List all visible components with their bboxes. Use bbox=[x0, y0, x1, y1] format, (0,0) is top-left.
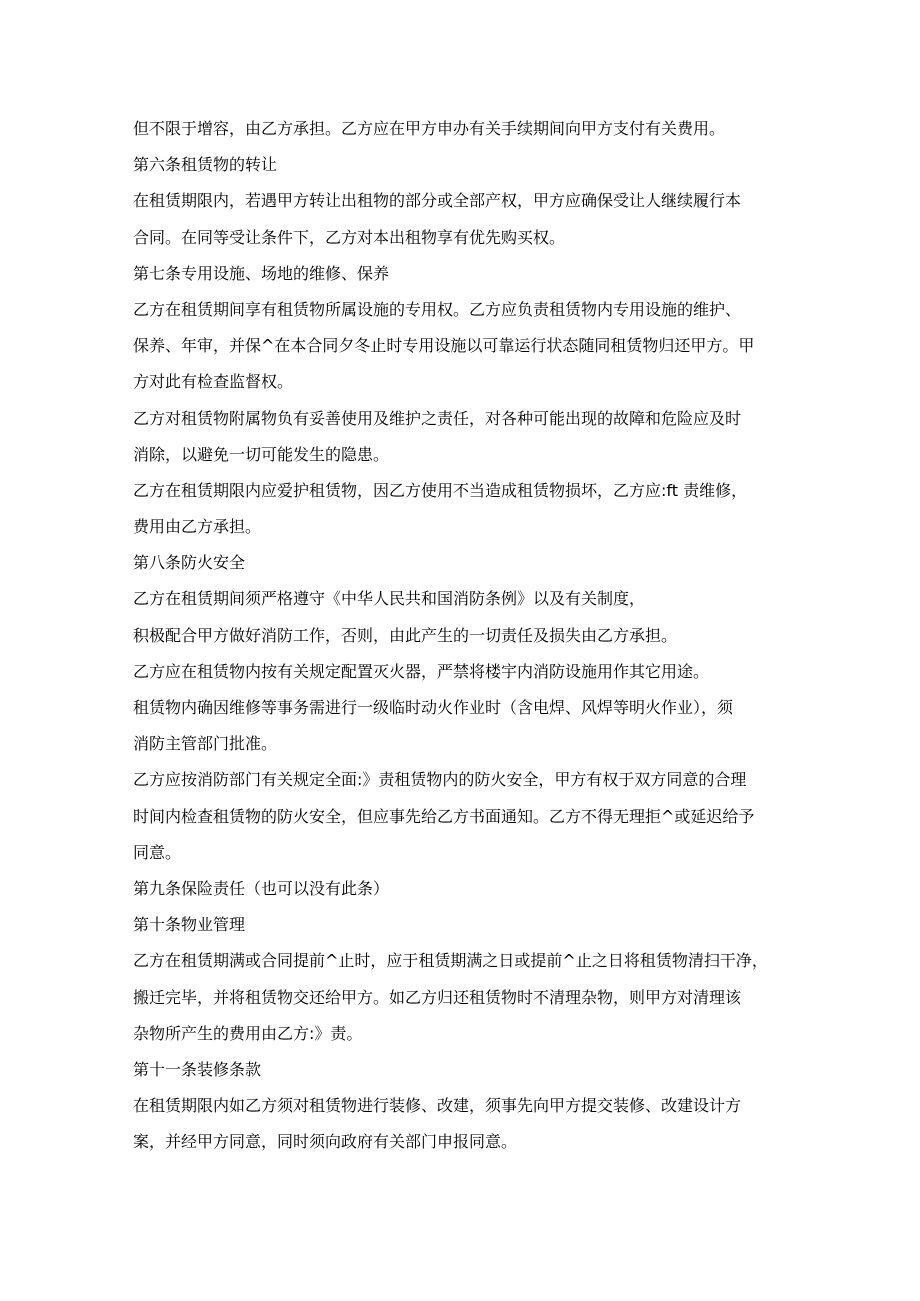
paragraph-line: 搬迁完毕，并将租赁物交还给甲方。如乙方归还租赁物时不清理杂物，则甲方对清理该 bbox=[133, 987, 742, 1007]
paragraph-line: 乙方对租赁物附属物负有妥善使用及维护之责任，对各种可能出现的故障和危险应及时 bbox=[133, 408, 742, 428]
paragraph-line: 乙方在租赁期间享有租赁物所属设施的专用权。乙方应负责租赁物内专用设施的维护、 bbox=[133, 299, 742, 319]
paragraph-line: 乙方应按消防部门有关规定全面:》责租赁物内的防火安全，甲方有权于双方同意的合理 bbox=[133, 770, 747, 790]
paragraph-line: 消除，以避免一切可能发生的隐患。 bbox=[133, 444, 390, 464]
paragraph-line: 方对此有检查监督权。 bbox=[133, 372, 294, 392]
paragraph-line: 杂物所产生的费用由乙方:》责。 bbox=[133, 1023, 363, 1043]
section-heading: 第十条物业管理 bbox=[133, 915, 246, 935]
paragraph-line: 租赁物内确因维修等事务需进行一级临时动火作业时（含电焊、风焊等明火作业），须 bbox=[133, 698, 734, 717]
paragraph-line: 保养、年审，并保^在本合同夕冬止时专用设施以可靠运行状态随同租赁物归还甲方。甲 bbox=[133, 336, 755, 356]
paragraph-line: 乙方在租赁期间须严格遵守《中华人民共和国消防条例》以及有关制度， bbox=[133, 589, 646, 609]
section-heading: 第九条保险责任（也可以没有此条） bbox=[133, 878, 390, 898]
paragraph-line: 案，并经甲方同意，同时须向政府有关部门申报同意。 bbox=[133, 1132, 518, 1152]
paragraph-line: 积极配合甲方做好消防工作，否则，由此产生的一切责任及损失由乙方承担。 bbox=[133, 625, 678, 645]
paragraph-line: 消防主管部门批准。 bbox=[133, 734, 278, 754]
paragraph-line: 在租赁期限内，若遇甲方转让出租物的部分或全部产权，甲方应确保受让人继续履行本 bbox=[133, 191, 742, 211]
paragraph-line: 在租赁期限内如乙方须对租赁物进行装修、改建，须事先向甲方提交装修、改建设计方 bbox=[133, 1096, 742, 1116]
section-heading: 第七条专用设施、场地的维修、保养 bbox=[133, 263, 390, 283]
paragraph-line: 费用由乙方承担。 bbox=[133, 517, 262, 537]
paragraph-line: 合同。在同等受让条件下，乙方对本出租物享有优先购买权。 bbox=[133, 227, 566, 247]
section-heading: 第八条防火安全 bbox=[133, 553, 246, 573]
paragraph-line: 但不限于增容，由乙方承担。乙方应在甲方申办有关手续期间向甲方支付有关费用。 bbox=[133, 119, 726, 138]
document-body bbox=[133, 111, 793, 1160]
paragraph-line: 乙方在租赁期限内应爱护租赁物，因乙方使用不当造成租赁物损坏，乙方应:ft 责维修， bbox=[133, 480, 748, 500]
paragraph-line: 时间内检查租赁物的防火安全，但应事先给乙方书面通知。乙方不得无理拒^或延迟给予 bbox=[133, 806, 755, 826]
paragraph-line: 乙方在租赁期满或合同提前^止时，应于租赁期满之日或提前^止之日将租赁物清扫干净， bbox=[133, 951, 768, 971]
paragraph-line: 乙方应在租赁物内按有关规定配置灭火器，严禁将楼宇内消防设施用作其它用途。 bbox=[133, 661, 710, 681]
section-heading: 第十一条装修条款 bbox=[133, 1059, 262, 1079]
section-heading: 第六条租赁物的转让 bbox=[133, 155, 278, 175]
paragraph-line: 同意。 bbox=[133, 842, 182, 862]
